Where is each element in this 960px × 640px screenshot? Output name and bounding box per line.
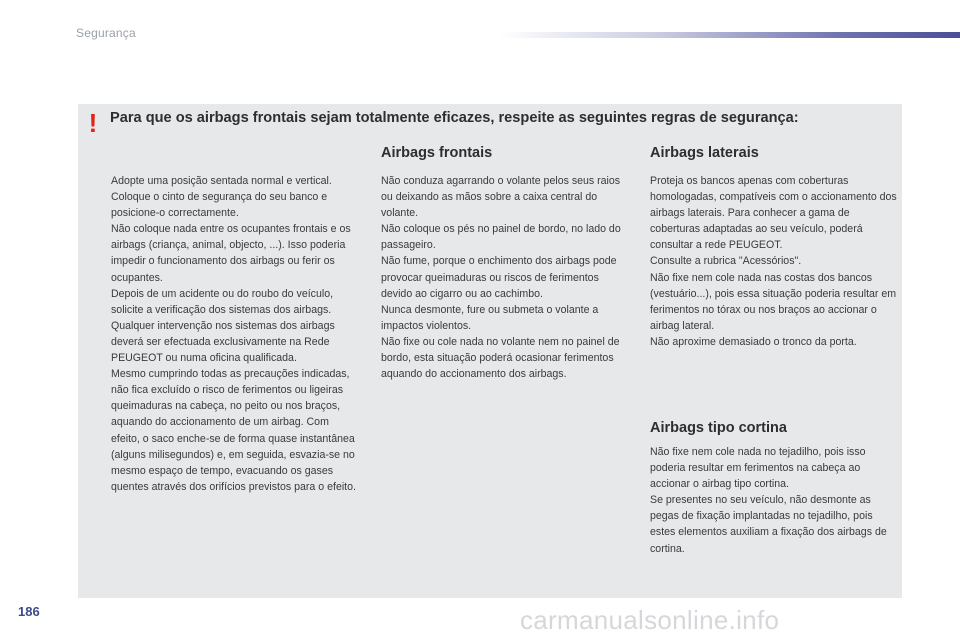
paragraph: Não aproxime demasiado o tronco da porta. xyxy=(650,335,857,348)
warning-exclamation-icon: ! xyxy=(88,108,98,138)
paragraph: Coloque o cinto de segurança do seu banco e posicione-o correctamente. xyxy=(111,191,328,220)
lateral-airbags-text xyxy=(650,173,898,350)
curtain-airbags-text xyxy=(650,444,898,557)
frontal-airbags-heading: Airbags frontais xyxy=(381,145,493,161)
paragraph: Se presentes no seu veículo, não desmonte as pegas de fixação implantadas no tejadilho, pois estes elementos auxiliam a fixação dos airbags de cortina. xyxy=(650,494,887,555)
paragraph: Consulte a rubrica "Acessórios". xyxy=(650,255,802,268)
left-column-text xyxy=(111,173,359,495)
paragraph: Adopte uma posição sentada normal e vertical. xyxy=(111,175,332,187)
watermark: carmanualsonline.info xyxy=(520,605,780,635)
section-title: Segurança xyxy=(76,26,136,40)
paragraph: Não fume, porque o enchimento dos airbags pode provocar queimaduras ou riscos de ferimentos devido ao cigarro ou ao cachimbo. xyxy=(381,255,617,300)
paragraph: Não fixe nem cole nada no tejadilho, pois isso poderia resultar em ferimentos na cabeça ao accionar o airbag tipo cortina. xyxy=(650,446,866,491)
paragraph: Não coloque nada entre os ocupantes frontais e os airbags (criança, animal, objecto, ...). Isso poderia impedir o funcionamento dos airbags ou ferir os ocupantes. xyxy=(111,223,351,284)
paragraph: Qualquer intervenção nos sistemas dos airbags deverá ser efectuada exclusivamente na Rede PEUGEOT ou numa oficina qualificada. xyxy=(111,319,335,365)
panel-title: Para que os airbags frontais sejam totalmente eficazes, respeite as seguintes regras de segurança: xyxy=(110,110,799,126)
paragraph: Proteja os bancos apenas com coberturas homologadas, compatíveis com o accionamento dos airbags laterais. Para conhecer a gama de coberturas adaptadas ao seu veículo, poderá consultar a rede PEUGEOT. xyxy=(650,175,897,252)
paragraph: Não fixe ou cole nada no volante nem no painel de bordo, esta situação poderá ocasionar ferimentos aquando do accionamento dos airbags. xyxy=(381,335,620,381)
paragraph: Não conduza agarrando o volante pelos seus raios ou deixando as mãos sobre a caixa central do volante. xyxy=(381,175,621,220)
page-number: 186 xyxy=(18,604,40,619)
curtain-airbags-heading: Airbags tipo cortina xyxy=(650,420,787,436)
paragraph: Nunca desmonte, fure ou submeta o volante a impactos violentos. xyxy=(381,303,599,332)
header-gradient-bar xyxy=(500,32,960,38)
paragraph: Mesmo cumprindo todas as precauções indicadas, não fica excluído o risco de ferimentos ou ligeiras queimaduras na cabeça, no peito ou nos braços, aquando do accionamento de um airbag. Com efeito, o saco enche-se de forma quase instantânea (alguns milisegundos) e, em seguida, esvazia-se no mesmo espaço de tempo, evacuando os gases quentes através dos orifícios previstos para o efeito. xyxy=(111,368,356,493)
paragraph: Depois de um acidente ou do roubo do veículo, solicite a verificação dos sistemas dos airbags. xyxy=(111,287,334,316)
paragraph: Não fixe nem cole nada nas costas dos bancos (vestuário...), pois essa situação poderia resultar em ferimentos no tórax ou nos braços ao accionar o airbag lateral. xyxy=(650,271,897,332)
paragraph: Não coloque os pés no painel de bordo, no lado do passageiro. xyxy=(381,223,621,252)
lateral-airbags-heading: Airbags laterais xyxy=(650,145,759,161)
frontal-airbags-text xyxy=(381,173,631,382)
